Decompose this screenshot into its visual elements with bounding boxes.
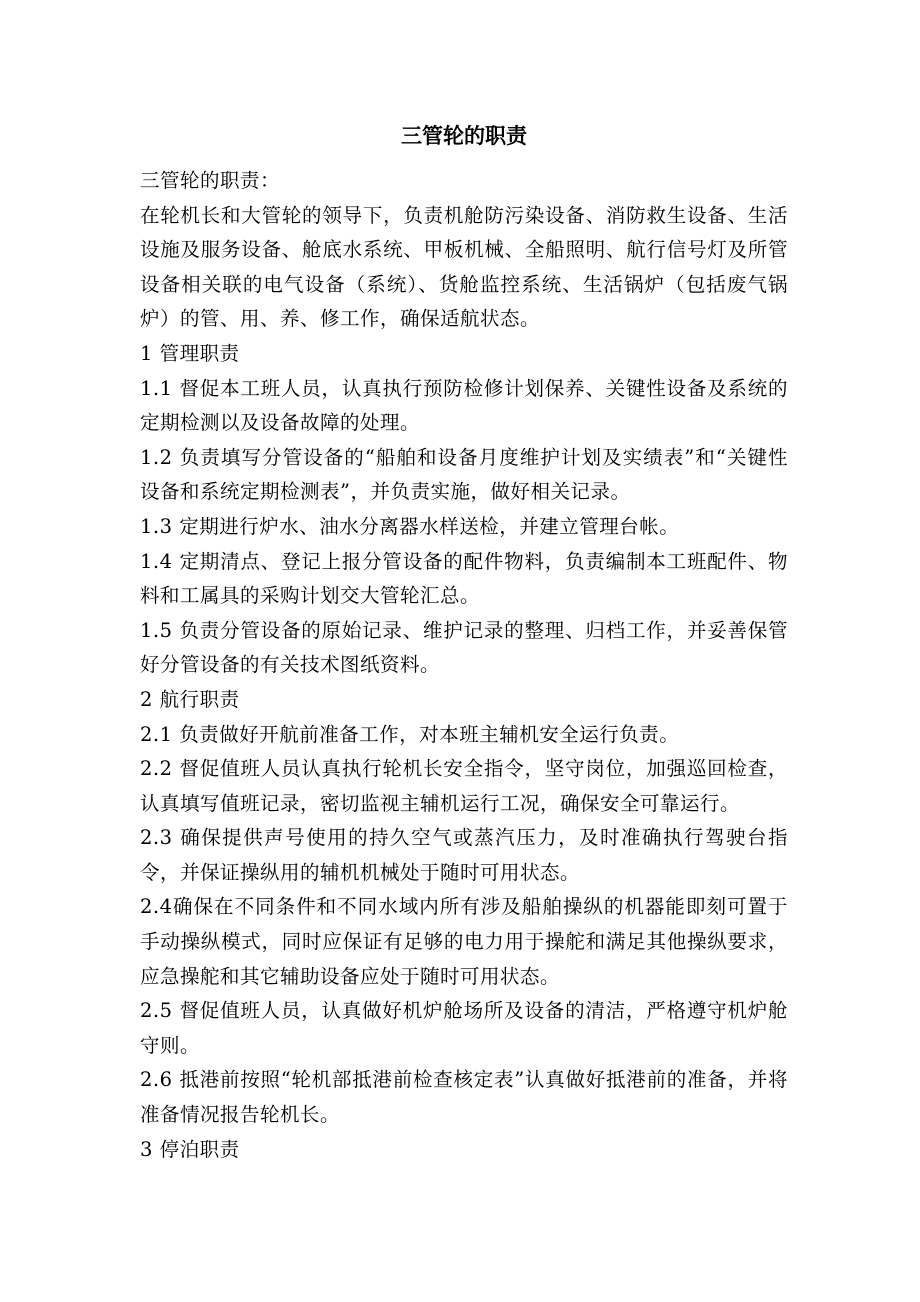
paragraph-2-1: 2.1 负责做好开航前准备工作，对本班主辅机安全运行负责。 bbox=[140, 722, 680, 746]
section-heading-navigation: 2 航行职责 bbox=[140, 687, 240, 711]
section-heading-management: 1 管理职责 bbox=[140, 341, 240, 365]
document-page bbox=[140, 118, 788, 1167]
paragraph-intro-body: 在轮机长和大管轮的领导下，负责机舱防污染设备、消防救生设备、生活设施及服务设备、舱底水系统、甲板机械、全船照明、航行信号灯及所管设备相关联的电气设备（系统）、货舱监控系统、生活锅炉（包括废气锅炉）的管、用、养、修工作，确保适航状态。 bbox=[140, 203, 788, 331]
paragraph-1-5: 1.5 负责分管设备的原始记录、维护记录的整理、归档工作，并妥善保管好分管设备的有关技术图纸资料。 bbox=[140, 618, 788, 677]
paragraph-2-3: 2.3 确保提供声号使用的持久空气或蒸汽压力，及时准确执行驾驶台指令，并保证操纵用的辅机机械处于随时可用状态。 bbox=[140, 826, 788, 884]
paragraph-1-2: 1.2 负责填写分管设备的“船舶和设备月度维护计划及实绩表”和“关键性设备和系统定期检测表”，并负责实施，做好相关记录。 bbox=[140, 445, 788, 504]
paragraph-intro-heading: 三管轮的职责： bbox=[140, 169, 281, 192]
paragraph-1-1: 1.1 督促本工班人员，认真执行预防检修计划保养、关键性设备及系统的定期检测以及设备故障的处理。 bbox=[140, 376, 788, 435]
paragraph-2-4: 2.4确保在不同条件和不同水域内所有涉及船舶操纵的机器能即刻可置于手动操纵模式，同时应保证有足够的电力用于操舵和满足其他操纵要求，应急操舵和其它辅助设备应处于随时可用状态。 bbox=[140, 895, 788, 988]
document-title: 三管轮的职责 bbox=[401, 123, 527, 148]
paragraph-1-4: 1.4 定期清点、登记上报分管设备的配件物料，负责编制本工班配件、物料和工属具的采购计划交大管轮汇总。 bbox=[140, 549, 788, 608]
paragraph-2-6: 2.6 抵港前按照“轮机部抵港前检查核定表”认真做好抵港前的准备，并将准备情况报告轮机长。 bbox=[140, 1068, 788, 1127]
paragraph-2-2: 2.2 督促值班人员认真执行轮机长安全指令，坚守岗位，加强巡回检查，认真填写值班记录，密切监视主辅机运行工况，确保安全可靠运行。 bbox=[140, 757, 788, 815]
paragraph-2-5: 2.5 督促值班人员，认真做好机炉舱场所及设备的清洁，严格遵守机炉舱守则。 bbox=[140, 999, 788, 1057]
section-heading-berthing: 3 停泊职责 bbox=[140, 1137, 240, 1161]
paragraph-1-3: 1.3 定期进行炉水、油水分离器水样送检，并建立管理台帐。 bbox=[140, 514, 680, 538]
